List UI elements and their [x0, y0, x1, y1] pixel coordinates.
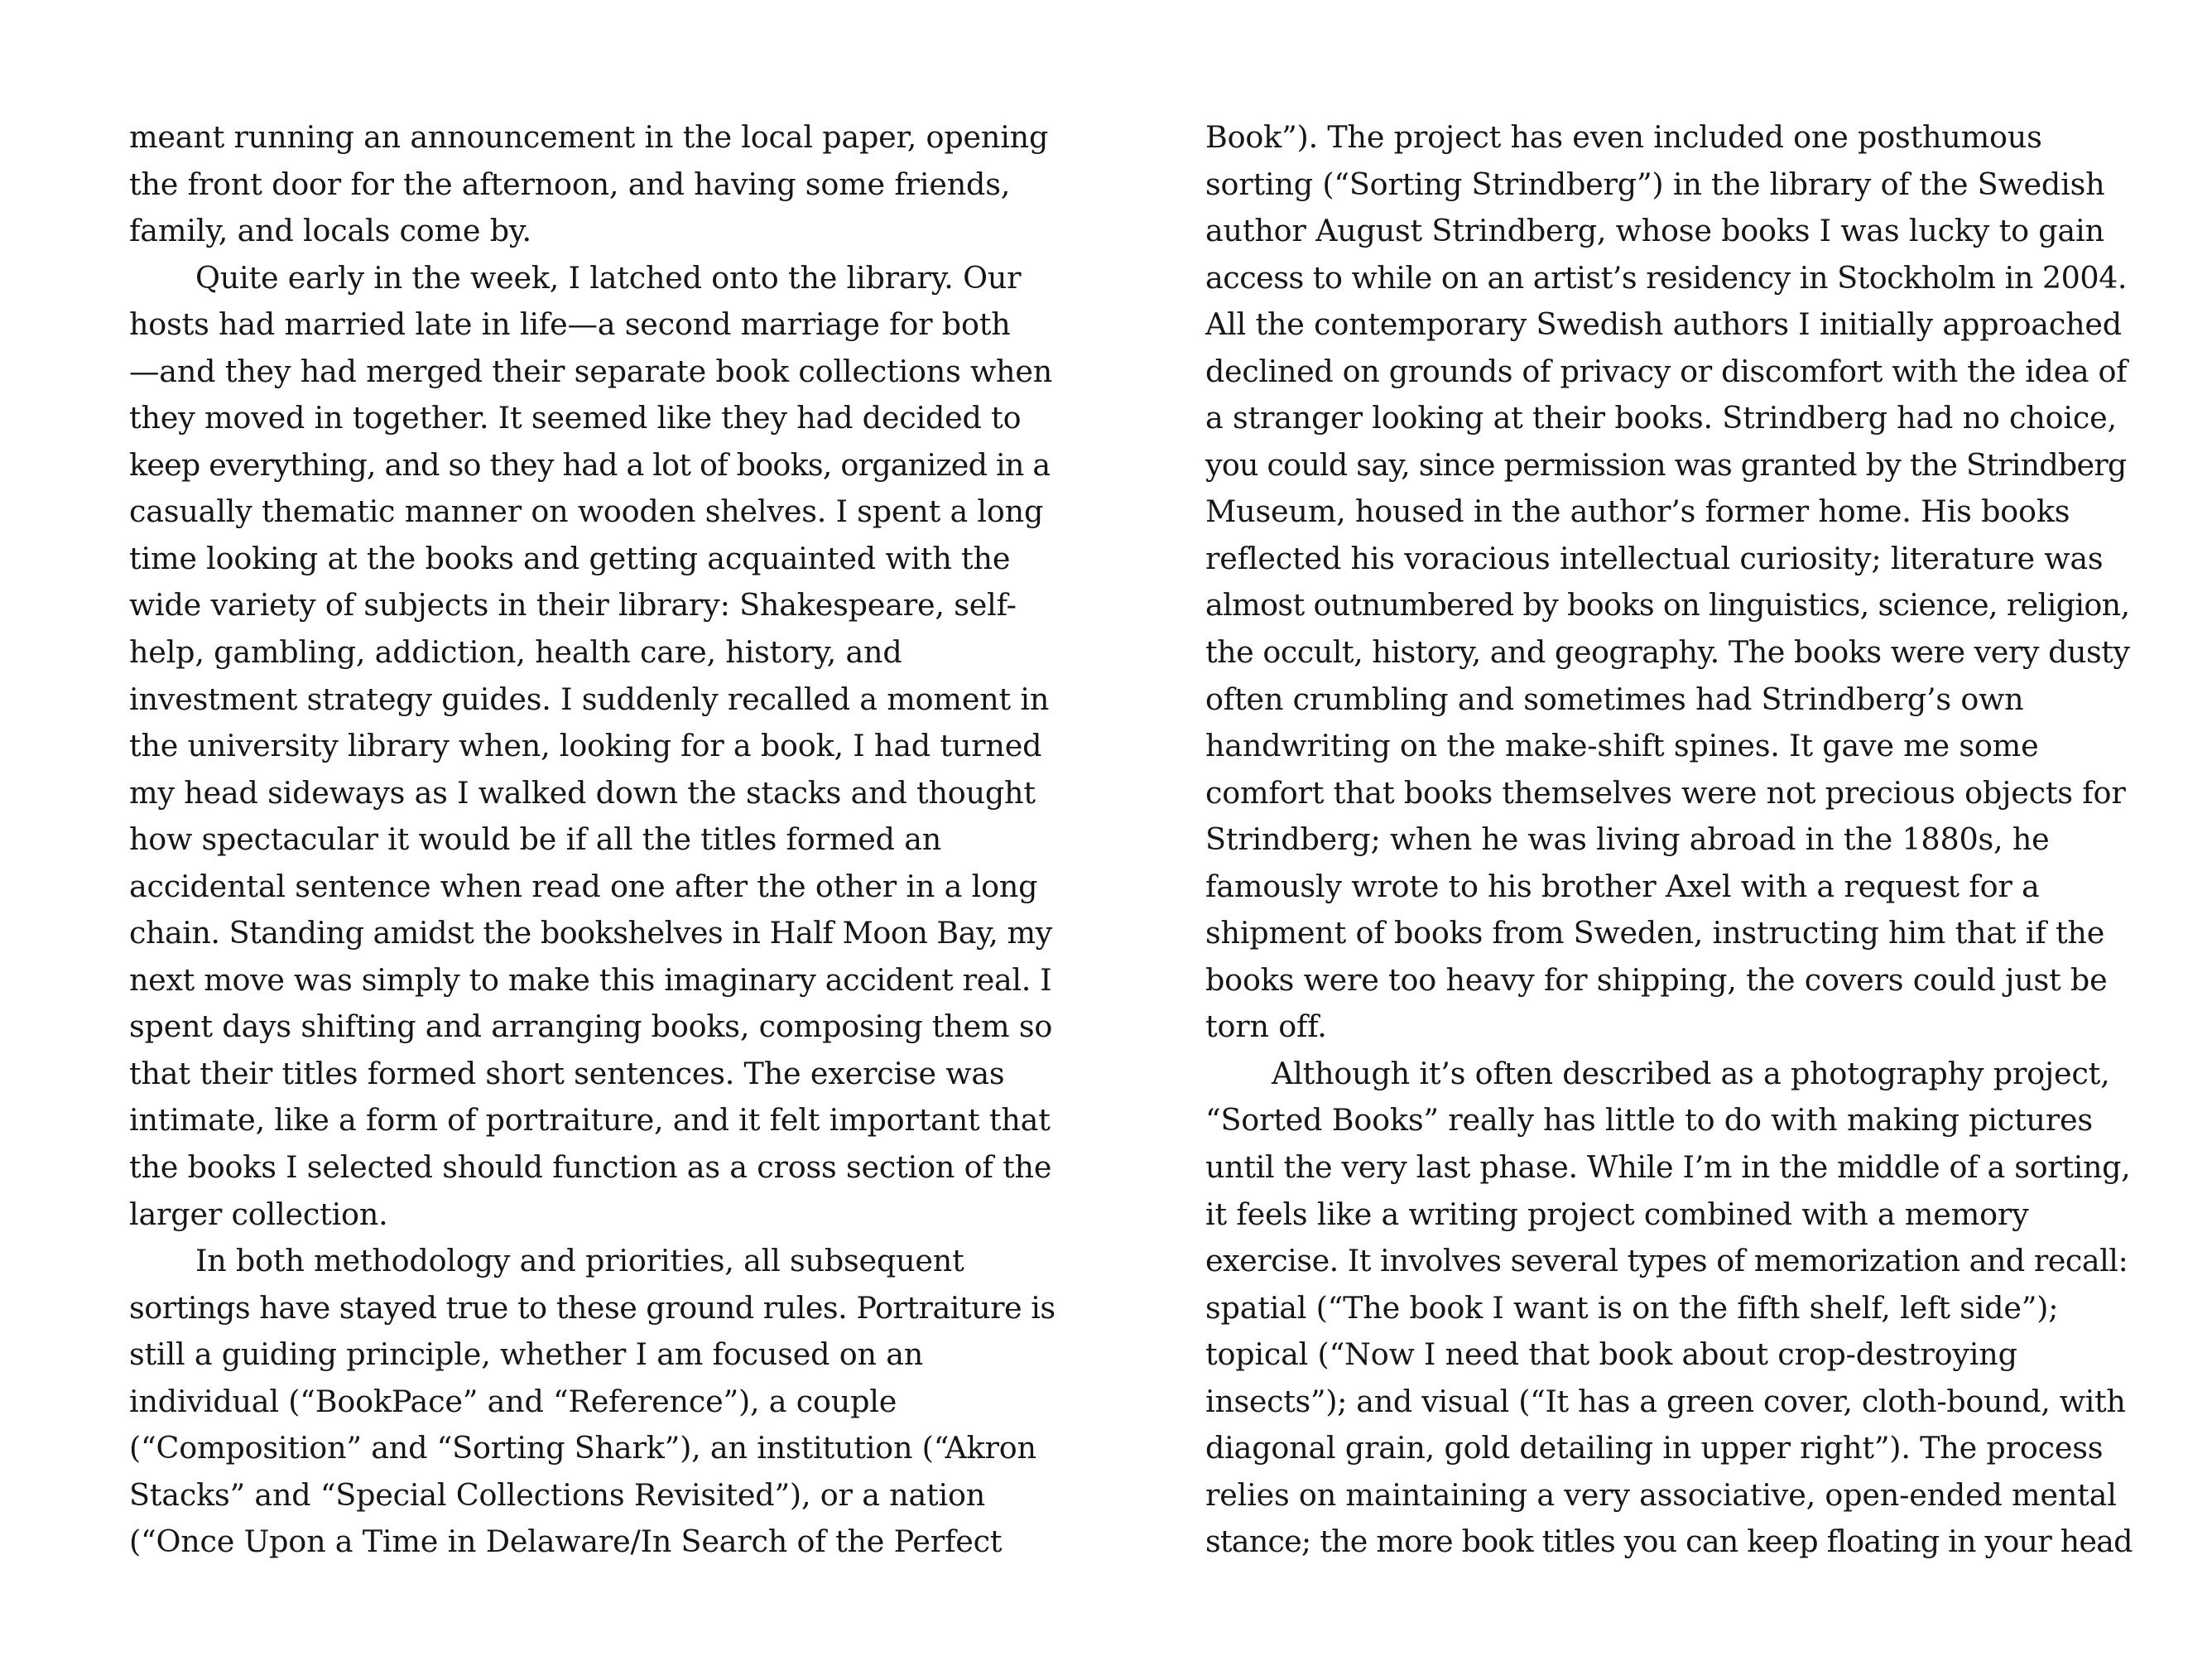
text-line: the university library when, looking for a book, I had turned	[129, 728, 1042, 764]
text-line: sorting (“Sorting Strindberg”) in the library of the Swedish	[1205, 166, 2105, 202]
text-line: access to while on an artist’s residency in Stockholm in 2004.	[1205, 259, 2127, 296]
text-line: relies on maintaining a very associative, open-ended mental	[1205, 1476, 2117, 1513]
text-line: books were too heavy for shipping, the covers could just be	[1205, 961, 2108, 998]
text-line: In both methodology and priorities, all subsequent	[195, 1243, 964, 1279]
text-line: next move was simply to make this imaginary accident real. I	[129, 961, 1052, 998]
text-line: Although it’s often described as a photography project,	[1272, 1055, 2110, 1091]
text-line: Quite early in the week, I latched onto the library. Our	[195, 259, 1022, 296]
text-line: almost outnumbered by books on linguistics, science, religion,	[1205, 587, 2130, 623]
text-line: declined on grounds of privacy or discomfort with the idea of	[1205, 353, 2128, 389]
text-line: stance; the more book titles you can keep floating in your head	[1205, 1524, 2133, 1560]
text-line: until the very last phase. While I’m in the middle of a sorting,	[1205, 1149, 2131, 1186]
text-line: author August Strindberg, whose books I was lucky to gain	[1205, 213, 2104, 249]
text-line: famously wrote to his brother Axel with a request for a	[1205, 868, 2040, 904]
text-line: Strindberg; when he was living abroad in the 1880s, he	[1205, 821, 2050, 858]
left-page-text	[129, 114, 1056, 1566]
text-line: casually thematic manner on wooden shelves. I spent a long	[129, 493, 1044, 530]
text-line: a stranger looking at their books. Strindberg had no choice,	[1205, 400, 2117, 436]
text-line: “Sorted Books” really has little to do with making pictures	[1205, 1102, 2093, 1138]
text-line: All the contemporary Swedish authors I initially approached	[1205, 306, 2122, 343]
text-line: time looking at the books and getting acquainted with the	[129, 540, 1011, 576]
text-line: the front door for the afternoon, and having some friends,	[129, 166, 1011, 202]
text-line: keep everything, and so they had a lot of books, organized in a	[129, 446, 1051, 483]
text-line: (“Composition” and “Sorting Shark”), an institution (“Akron	[129, 1430, 1036, 1466]
text-line: torn off.	[1205, 1009, 1327, 1045]
text-line: larger collection.	[129, 1196, 388, 1232]
text-line: Museum, housed in the author’s former home. His books	[1205, 493, 2070, 530]
text-line: —and they had merged their separate book collections when	[129, 353, 1053, 389]
text-line: spent days shifting and arranging books, composing them so	[129, 1009, 1053, 1045]
text-line: often crumbling and sometimes had Strindberg’s own	[1205, 681, 2024, 717]
text-line: comfort that books themselves were not precious objects for	[1205, 774, 2126, 811]
text-line: topical (“Now I need that book about crop-destroying	[1205, 1336, 2017, 1373]
text-line: handwriting on the make-shift spines. It gave me some	[1205, 728, 2039, 764]
text-line: that their titles formed short sentences. The exercise was	[129, 1055, 1005, 1091]
text-line: diagonal grain, gold detailing in upper right”). The process	[1205, 1430, 2104, 1466]
text-line: shipment of books from Sweden, instructing him that if the	[1205, 915, 2105, 951]
text-line: family, and locals come by.	[129, 213, 531, 249]
text-line: it feels like a writing project combined with a memory	[1205, 1196, 2029, 1232]
text-line: Stacks” and “Special Collections Revisited”), or a nation	[129, 1476, 986, 1513]
text-line: individual (“BookPace” and “Reference”), a couple	[129, 1383, 897, 1419]
text-line: they moved in together. It seemed like they had decided to	[129, 400, 1022, 436]
text-line: exercise. It involves several types of memorization and recall:	[1205, 1243, 2128, 1279]
text-line: Book”). The project has even included one posthumous	[1205, 119, 2042, 155]
text-line: (“Once Upon a Time in Delaware/In Search of the Perfect	[129, 1524, 1003, 1560]
text-line: my head sideways as I walked down the stacks and thought	[129, 774, 1036, 811]
text-line: sortings have stayed true to these ground rules. Portraiture is	[129, 1289, 1056, 1326]
text-line: accidental sentence when read one after the other in a long	[129, 868, 1038, 904]
text-line: still a guiding principle, whether I am focused on an	[129, 1336, 924, 1373]
text-line: help, gambling, addiction, health care, history, and	[129, 634, 902, 671]
text-line: how spectacular it would be if all the titles formed an	[129, 821, 942, 858]
text-line: hosts had married late in life—a second marriage for both	[129, 306, 1011, 343]
text-line: insects”); and visual (“It has a green cover, cloth-bound, with	[1205, 1383, 2126, 1419]
text-line: the books I selected should function as a cross section of the	[129, 1149, 1052, 1186]
text-line: the occult, history, and geography. The books were very dusty	[1205, 634, 2130, 671]
text-line: chain. Standing amidst the bookshelves in Half Moon Bay, my	[129, 915, 1052, 951]
text-line: meant running an announcement in the local paper, opening	[129, 119, 1049, 155]
text-line: wide variety of subjects in their library: Shakespeare, self-	[129, 587, 1017, 623]
text-line: reflected his voracious intellectual curiosity; literature was	[1205, 540, 2104, 576]
text-line: spatial (“The book I want is on the fifth shelf, left side”);	[1205, 1289, 2059, 1326]
right-page-text	[1205, 114, 2133, 1566]
text-line: intimate, like a form of portraiture, and it felt important that	[129, 1102, 1051, 1138]
text-line: you could say, since permission was granted by the Strindberg	[1205, 446, 2127, 483]
text-line: investment strategy guides. I suddenly recalled a moment in	[129, 681, 1050, 717]
